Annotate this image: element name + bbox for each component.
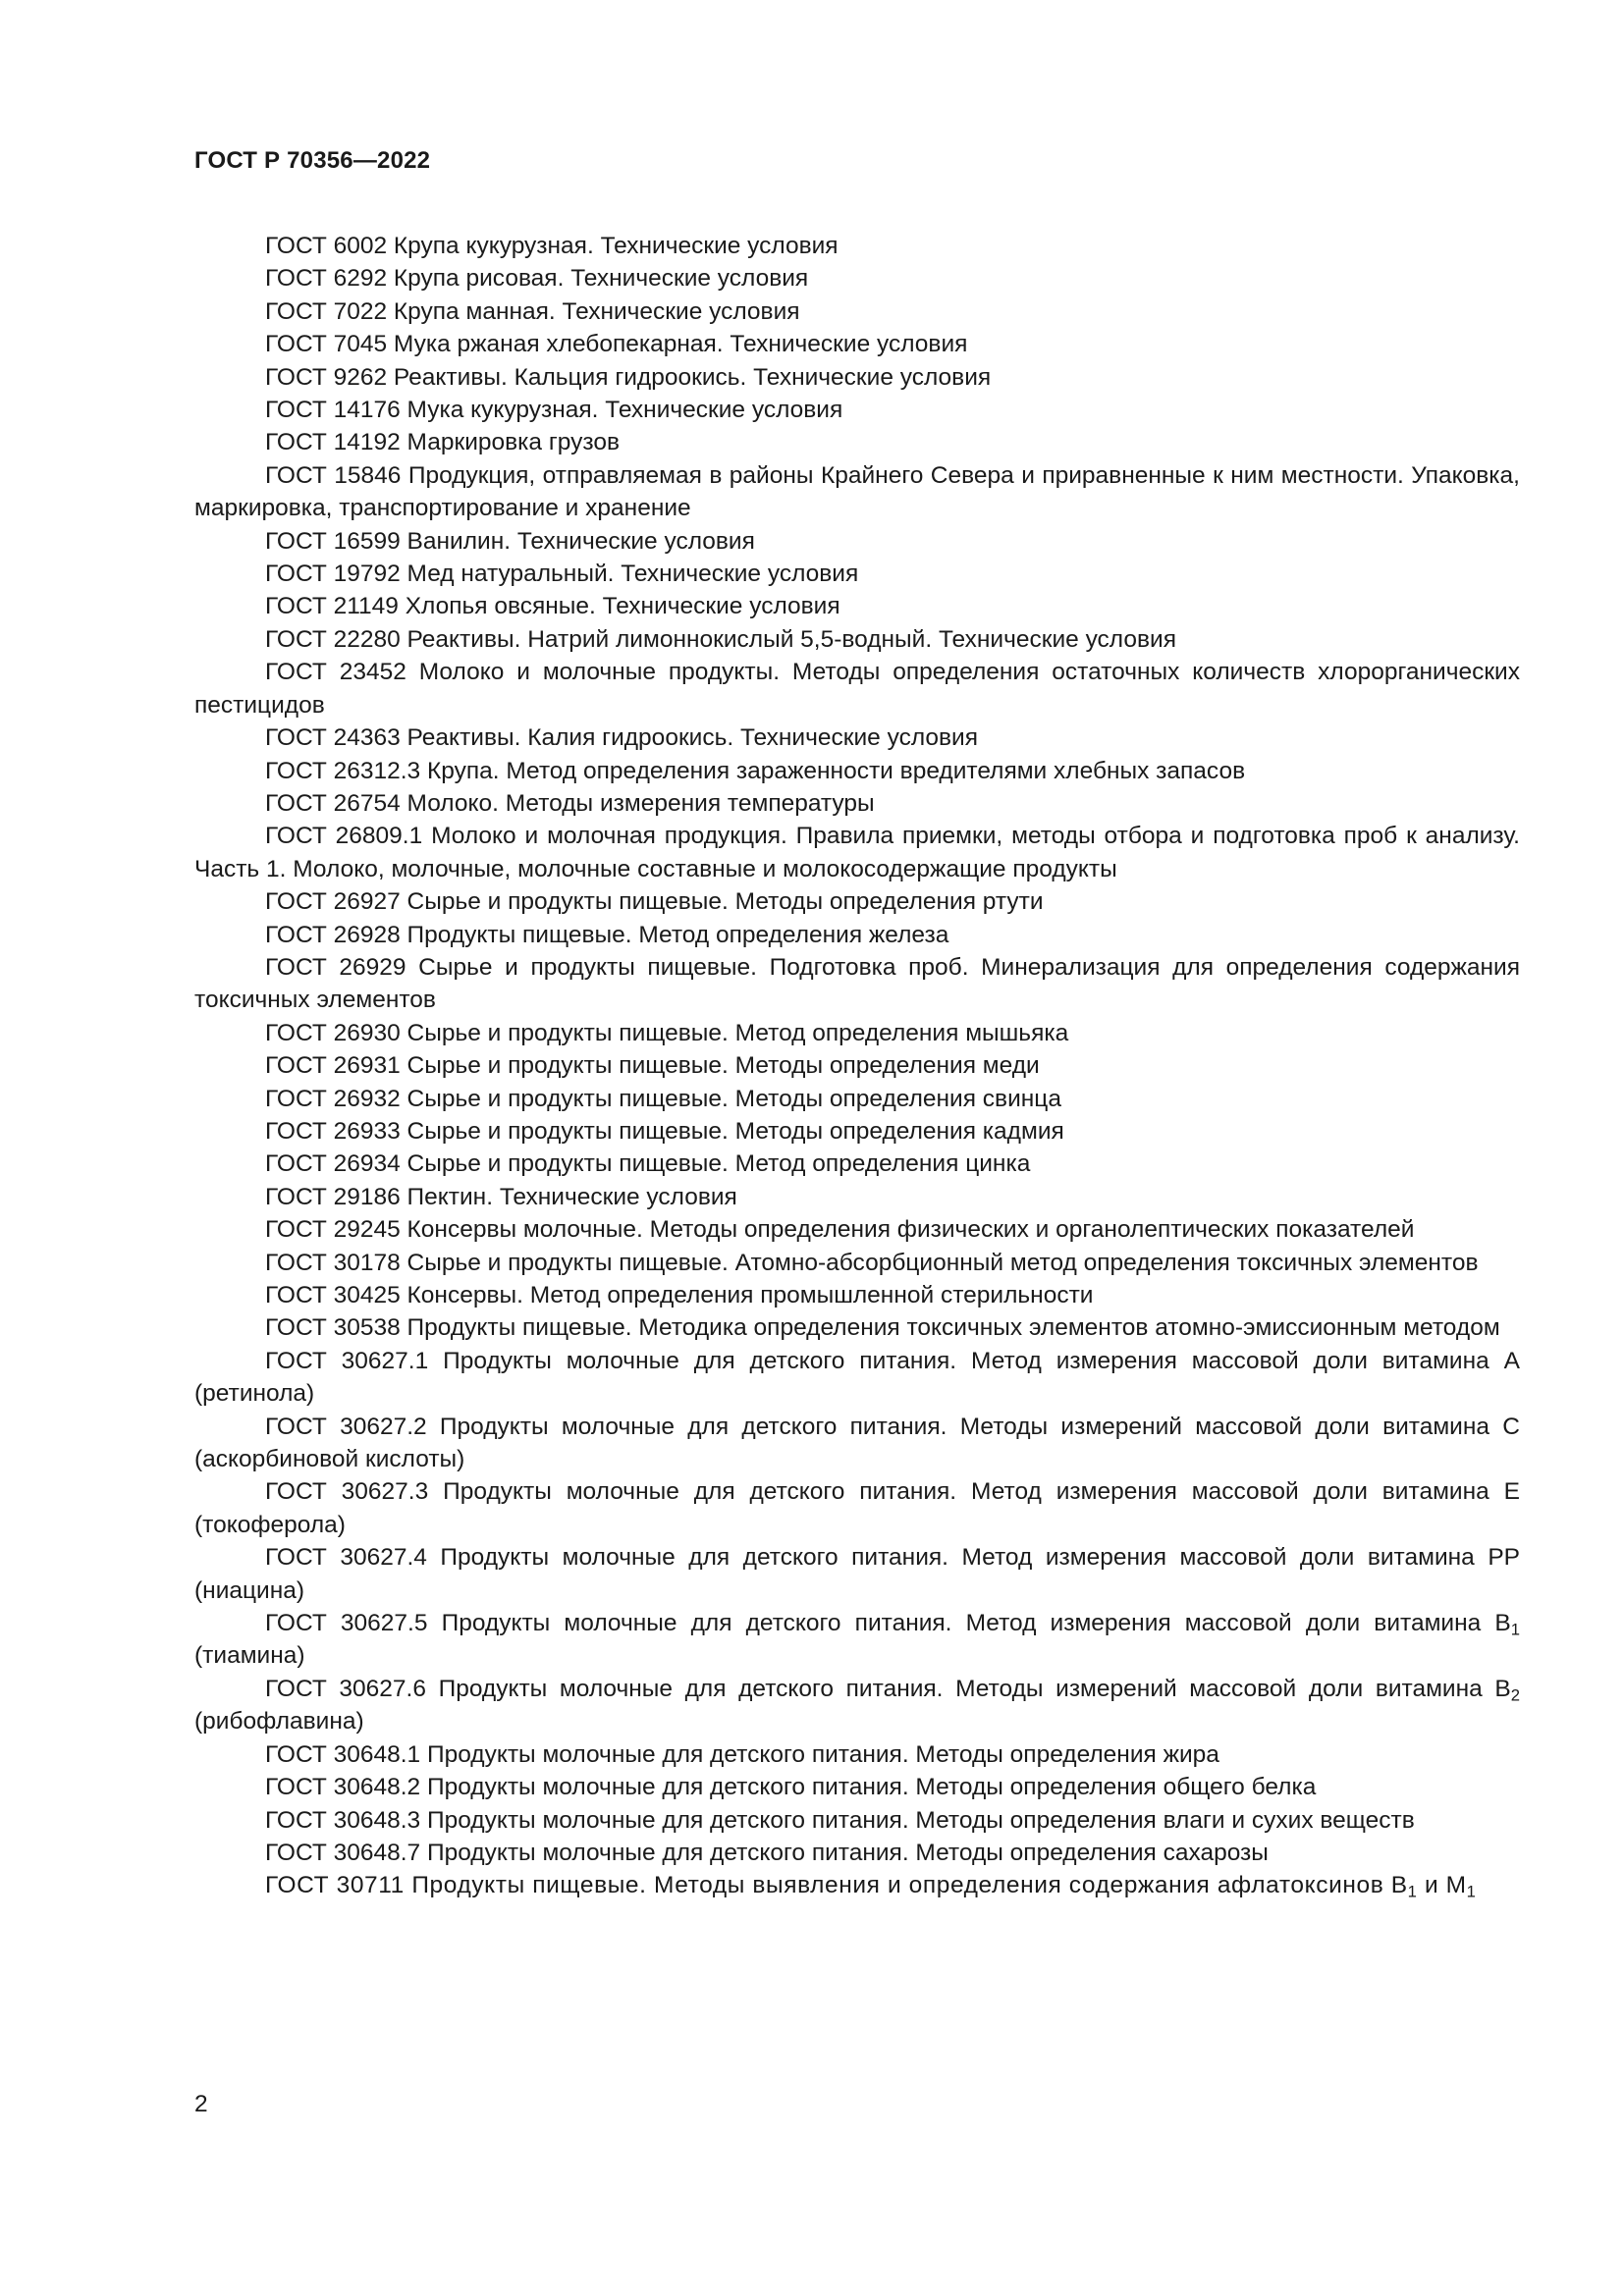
list-item: ГОСТ 26930 Сырье и продукты пищевые. Метод определения мышьяка — [265, 1019, 1069, 1046]
normative-references-list — [194, 230, 1520, 1902]
list-item: ГОСТ 30627.1 Продукты молочные для детского питания. Метод измерения массовой доли витамина А (ретинола) — [194, 1347, 1520, 1408]
list-item: ГОСТ 6292 Крупа рисовая. Технические условия — [265, 265, 809, 293]
page-number: 2 — [194, 2091, 208, 2117]
list-item: ГОСТ 26929 Сырье и продукты пищевые. Подготовка проб. Минерализация для определения содержания токсичных элементов — [194, 953, 1520, 1014]
list-item: ГОСТ 30627.2 Продукты молочные для детского питания. Методы измерений массовой доли витамина С (аскорбиновой кислоты) — [194, 1413, 1520, 1473]
list-item: ГОСТ 30648.2 Продукты молочные для детского питания. Методы определения общего белка — [265, 1774, 1317, 1801]
list-item: ГОСТ 30627.5 Продукты молочные для детского питания. Метод измерения массовой доли витамина $В_1$ (тиамина) — [194, 1610, 1520, 1670]
list-item: ГОСТ 30711 Продукты пищевые. Методы выявления и определения содержания афлатоксинов $В_1$ и $М_1$ — [265, 1872, 1477, 1901]
list-item: ГОСТ 30648.3 Продукты молочные для детского питания. Методы определения влаги и сухих веществ — [265, 1806, 1415, 1834]
list-item: ГОСТ 14176 Мука кукурузная. Технические условия — [265, 397, 843, 424]
list-item: ГОСТ 26933 Сырье и продукты пищевые. Методы определения кадмия — [265, 1117, 1064, 1145]
list-item: ГОСТ 21149 Хлопья овсяные. Технические условия — [265, 593, 840, 620]
list-item: ГОСТ 29186 Пектин. Технические условия — [265, 1183, 737, 1210]
list-item: ГОСТ 26932 Сырье и продукты пищевые. Методы определения свинца — [265, 1085, 1061, 1112]
list-item: ГОСТ 6002 Крупа кукурузная. Технические условия — [265, 233, 839, 259]
list-item: ГОСТ 26754 Молоко. Методы измерения температуры — [265, 789, 875, 817]
list-item: ГОСТ 30627.6 Продукты молочные для детского питания. Методы измерений массовой доли витамина $В_2$ (рибофлавина) — [194, 1675, 1520, 1735]
list-item: ГОСТ 30627.4 Продукты молочные для детского питания. Метод измерения массовой доли витамина РР (ниацина) — [194, 1544, 1520, 1604]
list-item: ГОСТ 26931 Сырье и продукты пищевые. Методы определения меди — [265, 1052, 1040, 1080]
list-item: ГОСТ 15846 Продукция, отправляемая в районы Крайнего Севера и приравненные к ним местности. Упаковка, маркировка, транспортирование и хранение — [194, 461, 1520, 522]
list-item: ГОСТ 26809.1 Молоко и молочная продукция. Правила приемки, методы отбора и подготовка проб к анализу. Часть 1. Молоко, молочные, молочные составные и молокосодержащие продукты — [194, 823, 1520, 882]
list-item: ГОСТ 30425 Консервы. Метод определения промышленной стерильности — [265, 1282, 1094, 1308]
list-item: ГОСТ 9262 Реактивы. Кальция гидроокись. Технические условия — [265, 363, 992, 391]
list-item: ГОСТ 26927 Сырье и продукты пищевые. Методы определения ртути — [265, 888, 1044, 916]
list-item: ГОСТ 30648.1 Продукты молочные для детского питания. Методы определения жира — [265, 1740, 1219, 1768]
list-item: ГОСТ 26928 Продукты пищевые. Метод определения железа — [265, 921, 949, 948]
list-item: ГОСТ 23452 Молоко и молочные продукты. Методы определения остаточных количеств хлорорганических пестицидов — [194, 659, 1520, 719]
list-item: ГОСТ 29245 Консервы молочные. Методы определения физических и органолептических показателей — [265, 1216, 1415, 1244]
list-item: ГОСТ 7045 Мука ржаная хлебопекарная. Технические условия — [265, 331, 968, 358]
list-item: ГОСТ 14192 Маркировка грузов — [265, 429, 620, 456]
list-item: ГОСТ 22280 Реактивы. Натрий лимоннокислый 5,5-водный. Технические условия — [265, 625, 1176, 653]
list-item: ГОСТ 30538 Продукты пищевые. Методика определения токсичных элементов атомно-эмиссионным методом — [265, 1314, 1500, 1342]
list-item: ГОСТ 7022 Крупа манная. Технические условия — [265, 297, 800, 325]
list-item: ГОСТ 24363 Реактивы. Калия гидроокись. Технические условия — [265, 724, 978, 752]
list-item: ГОСТ 30178 Сырье и продукты пищевые. Атомно-абсорбционный метод определения токсичных элементов — [265, 1249, 1479, 1276]
list-item: ГОСТ 30627.3 Продукты молочные для детского питания. Метод измерения массовой доли витамина Е (токоферола) — [194, 1478, 1520, 1538]
list-item: ГОСТ 19792 Мед натуральный. Технические условия — [265, 561, 859, 588]
list-item: ГОСТ 30648.7 Продукты молочные для детского питания. Методы определения сахарозы — [265, 1839, 1269, 1866]
list-item: ГОСТ 26312.3 Крупа. Метод определения зараженности вредителями хлебных запасов — [265, 757, 1246, 784]
document-code-header: ГОСТ Р 70356—2022 — [194, 147, 431, 174]
list-item: ГОСТ 26934 Сырье и продукты пищевые. Метод определения цинка — [265, 1150, 1031, 1178]
list-item: ГОСТ 16599 Ванилин. Технические условия — [265, 527, 755, 555]
